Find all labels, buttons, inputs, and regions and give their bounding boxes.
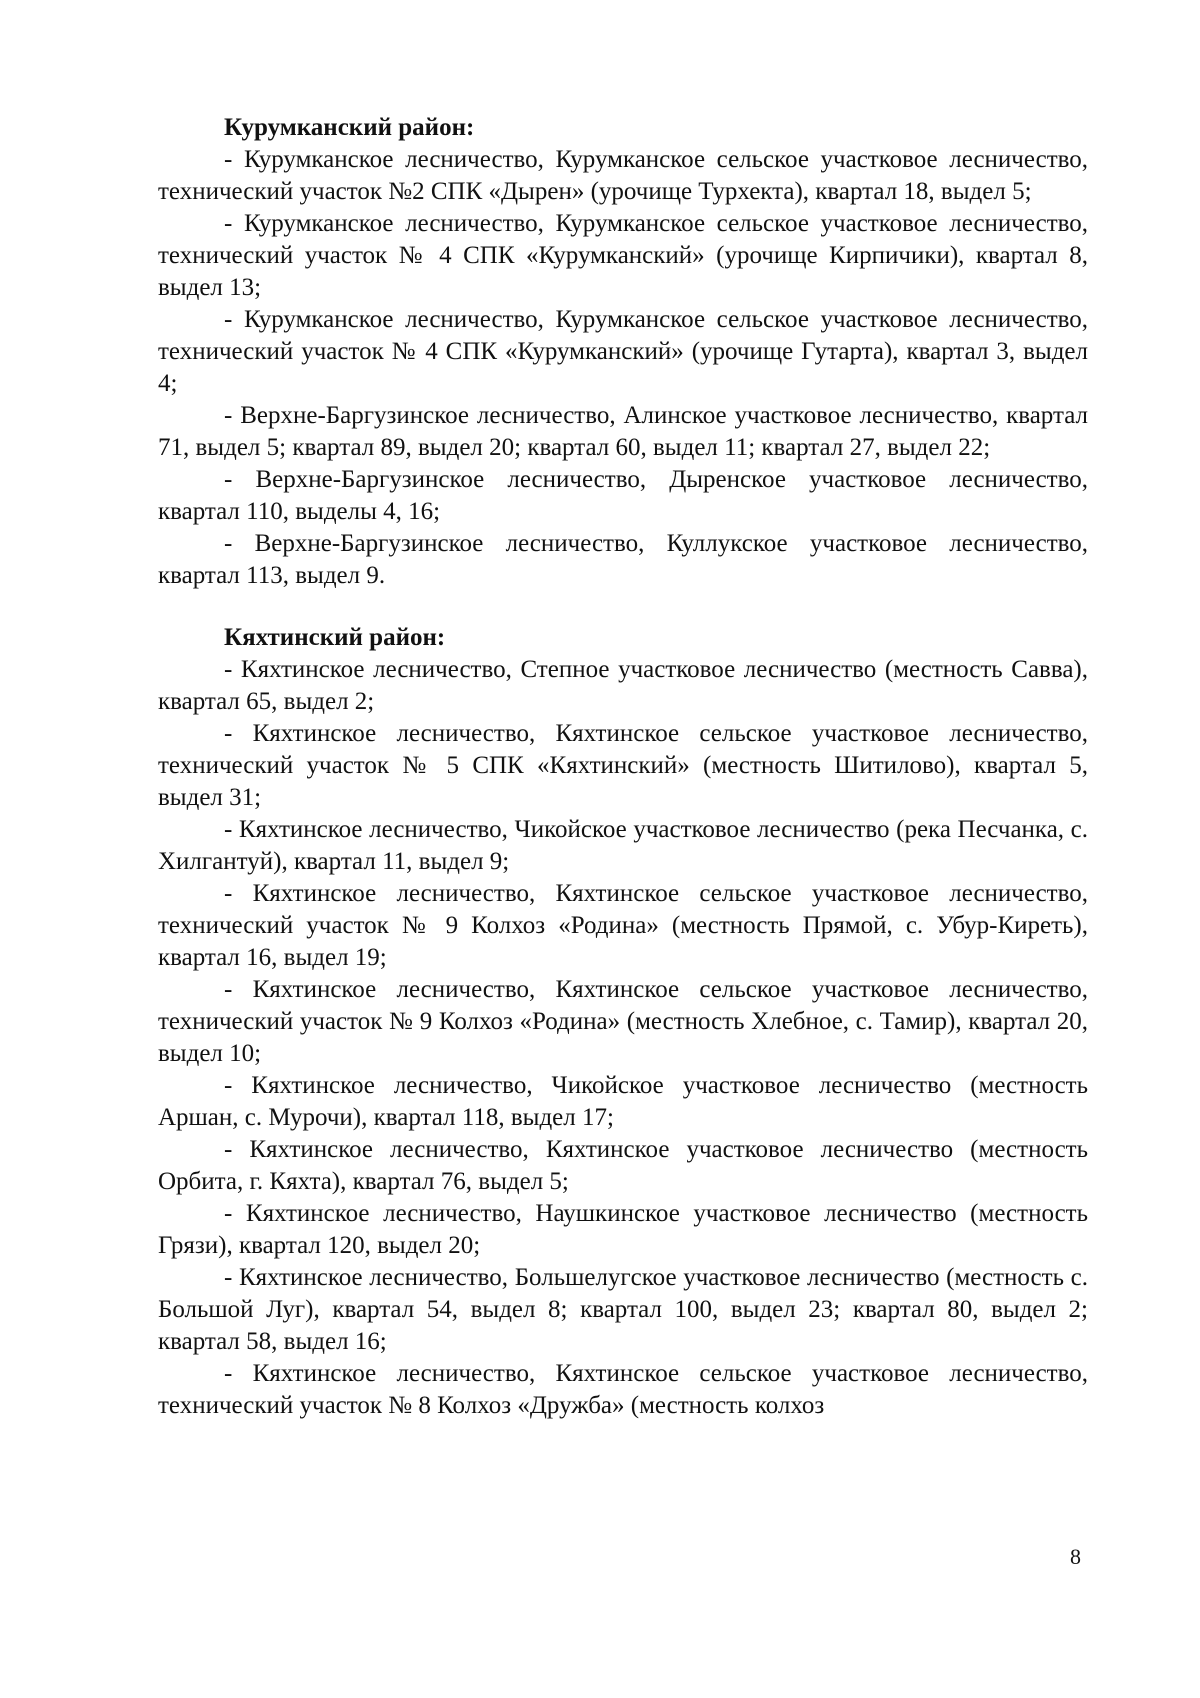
list-item: - Кяхтинское лесничество, Кяхтинское сельское участковое лесничество, технический участок № 5 СПК «Кяхтинский» (местность Шитилово), квартал 5, выдел 31; [158,720,1088,811]
document-body [158,112,1088,1422]
list-item: - Кяхтинское лесничество, Степное участковое лесничество (местность Савва), квартал 65, выдел 2; [158,656,1088,715]
list-item: - Кяхтинское лесничество, Большелугское участковое лесничество (местность с. Большой Луг), квартал 54, выдел 8; квартал 100, выдел 23; квартал 80, выдел 2; квартал 58, выдел 16; [158,1264,1088,1355]
list-item: - Курумканское лесничество, Курумканское сельское участковое лесничество, технический участок №2 СПК «Дырен» (урочище Турхекта), квартал 18, выдел 5; [158,146,1088,205]
list-item: - Курумканское лесничество, Курумканское сельское участковое лесничество, технический участок № 4 СПК «Курумканский» (урочище Кирпичики), квартал 8, выдел 13; [158,210,1088,301]
list-item: - Курумканское лесничество, Курумканское сельское участковое лесничество, технический участок № 4 СПК «Курумканский» (урочище Гутарта), квартал 3, выдел 4; [158,306,1088,397]
list-item: - Верхне-Баргузинское лесничество, Дыренское участковое лесничество, квартал 110, выделы 4, 16; [158,466,1088,525]
list-item: - Кяхтинское лесничество, Чикойское участковое лесничество (местность Аршан, с. Мурочи), квартал 118, выдел 17; [158,1072,1088,1131]
section-heading: Кяхтинский район: [224,624,446,651]
list-item: - Кяхтинское лесничество, Кяхтинское участковое лесничество (местность Орбита, г. Кяхта), квартал 76, выдел 5; [158,1136,1088,1195]
list-item: - Верхне-Баргузинское лесничество, Алинское участковое лесничество, квартал 71, выдел 5; квартал 89, выдел 20; квартал 60, выдел 11; квартал 27, выдел 22; [158,402,1088,461]
page-number: 8 [1070,1544,1081,1569]
section-kyakhta [158,622,1088,1422]
list-item: - Кяхтинское лесничество, Кяхтинское сельское участковое лесничество, технический участок № 9 Колхоз «Родина» (местность Хлебное, с. Тамир), квартал 20, выдел 10; [158,976,1088,1067]
section-heading: Курумканский район: [224,114,475,141]
list-item: - Кяхтинское лесничество, Наушкинское участковое лесничество (местность Грязи), квартал 120, выдел 20; [158,1200,1088,1259]
list-item: - Кяхтинское лесничество, Кяхтинское сельское участковое лесничество, технический участок № 8 Колхоз «Дружба» (местность колхоз [158,1360,1088,1419]
section-kurumkan [158,112,1088,592]
list-item: - Верхне-Баргузинское лесничество, Куллукское участковое лесничество, квартал 113, выдел 9. [158,530,1088,589]
list-item: - Кяхтинское лесничество, Кяхтинское сельское участковое лесничество, технический участок № 9 Колхоз «Родина» (местность Прямой, с. Убур-Киреть), квартал 16, выдел 19; [158,880,1088,971]
list-item: - Кяхтинское лесничество, Чикойское участковое лесничество (река Песчанка, с. Хилгантуй), квартал 11, выдел 9; [158,816,1088,875]
